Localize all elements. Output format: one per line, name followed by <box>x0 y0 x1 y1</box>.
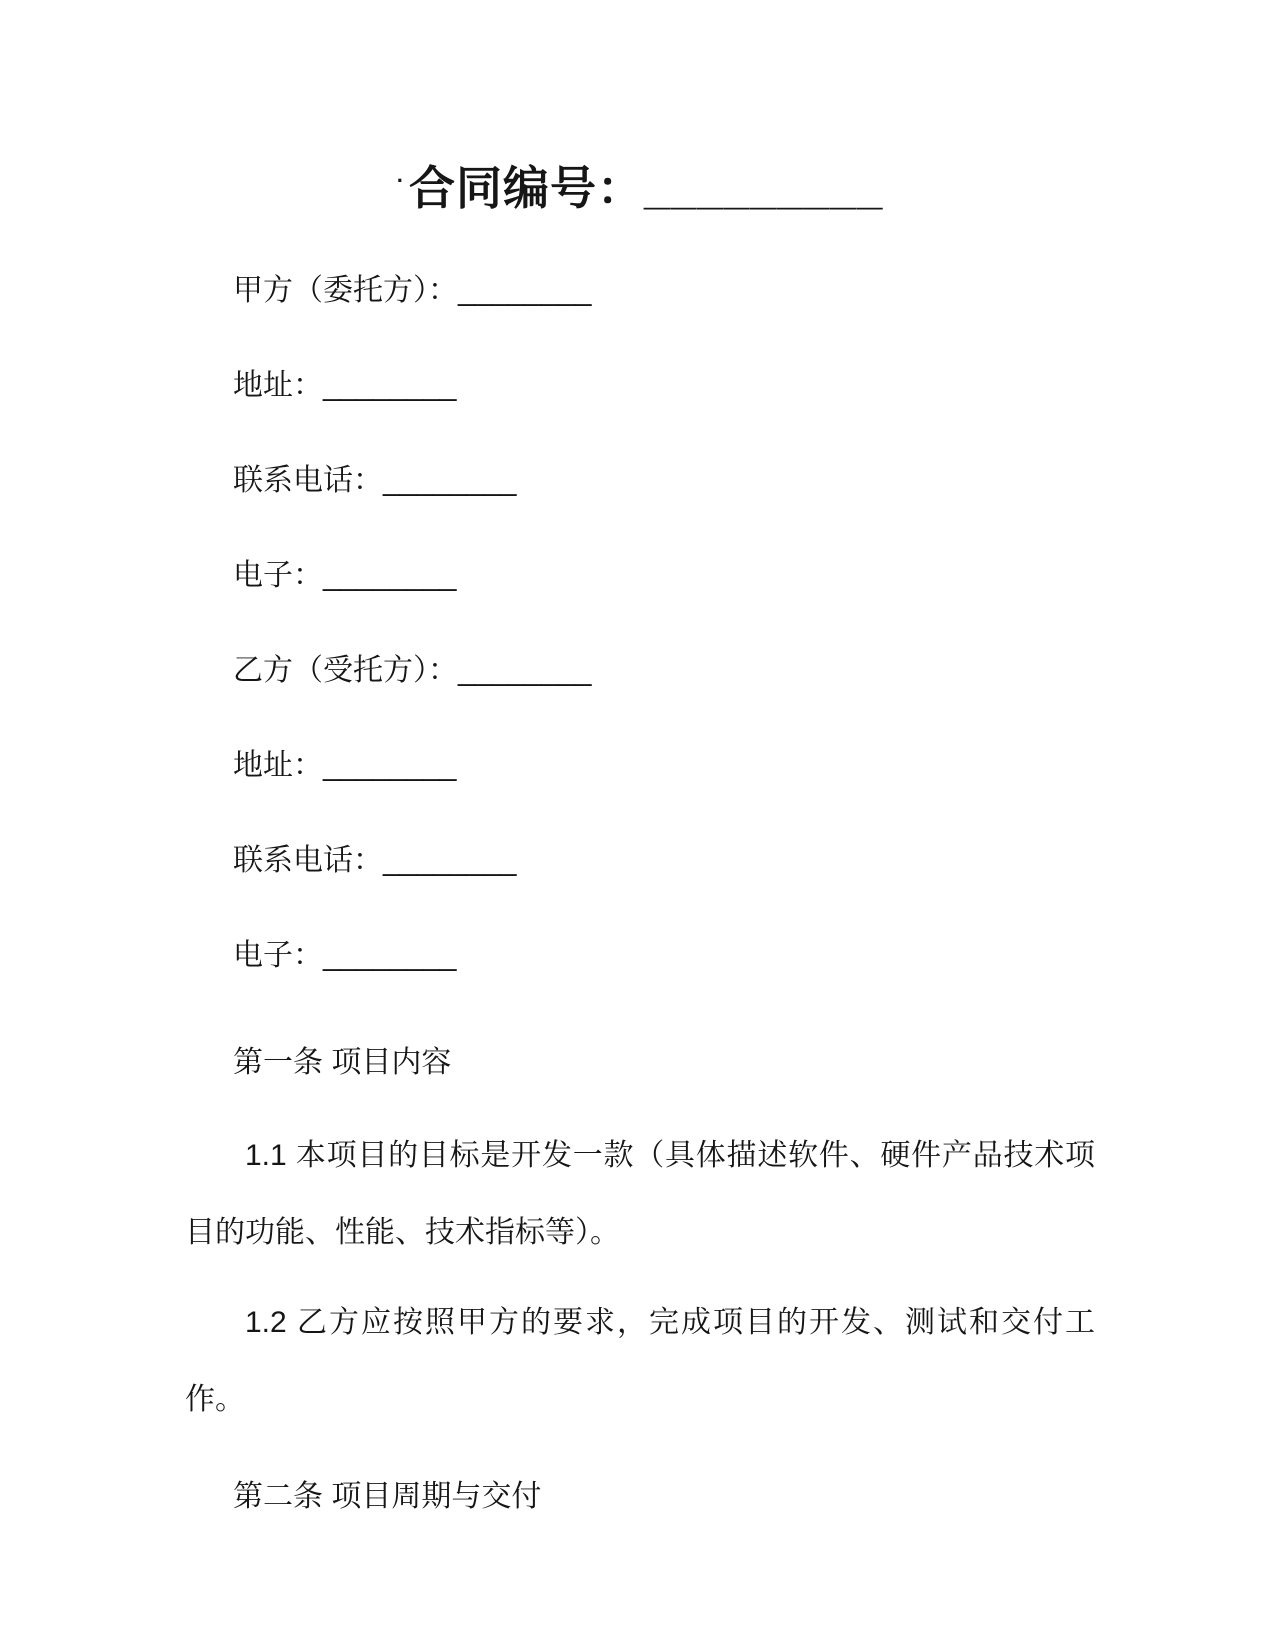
field-phone-a <box>185 442 1095 519</box>
field-email-a-label: 电子： <box>233 559 323 592</box>
clause-1-1: 1.1 本项目的目标是开发一款（具体描述软件、硬件产品技术项目的功能、性能、技术指标等）。 <box>185 1139 1095 1249</box>
field-phone-a-label: 联系电话： <box>233 464 383 497</box>
section-2-heading: 第二条 项目周期与交付 <box>233 1480 542 1513</box>
field-address-a-blank[interactable]: ________ <box>323 369 457 402</box>
field-email-b-label: 电子： <box>233 939 323 972</box>
field-phone-b-blank[interactable]: ________ <box>383 844 517 877</box>
field-email-a <box>185 537 1095 614</box>
field-address-a-label: 地址： <box>233 369 323 402</box>
contract-number-label: 合同编号： <box>409 162 645 214</box>
section-1-heading: 第一条 项目内容 <box>233 1046 452 1079</box>
field-party-a-blank[interactable]: ________ <box>458 274 592 307</box>
contract-title <box>185 148 1095 221</box>
field-address-a <box>185 347 1095 424</box>
field-party-a-label: 甲方（委托方）： <box>233 274 458 307</box>
field-phone-b <box>185 822 1095 899</box>
field-address-b <box>185 727 1095 804</box>
field-party-b-blank[interactable]: ________ <box>458 654 592 687</box>
field-phone-a-blank[interactable]: ________ <box>383 464 517 497</box>
field-address-b-label: 地址： <box>233 749 323 782</box>
field-address-b-blank[interactable]: ________ <box>323 749 457 782</box>
title-bullet-dot: · <box>396 168 406 193</box>
field-email-b <box>185 917 1095 994</box>
field-phone-b-label: 联系电话： <box>233 844 383 877</box>
field-party-b <box>185 632 1095 709</box>
field-party-a <box>185 252 1095 329</box>
field-party-b-label: 乙方（受托方）： <box>233 654 458 687</box>
field-email-a-blank[interactable]: ________ <box>323 559 457 592</box>
clause-1-2: 1.2 乙方应按照甲方的要求，完成项目的开发、测试和交付工作。 <box>185 1306 1095 1416</box>
field-email-b-blank[interactable]: ________ <box>323 939 457 972</box>
contract-number-blank[interactable]: _________ <box>644 162 884 214</box>
